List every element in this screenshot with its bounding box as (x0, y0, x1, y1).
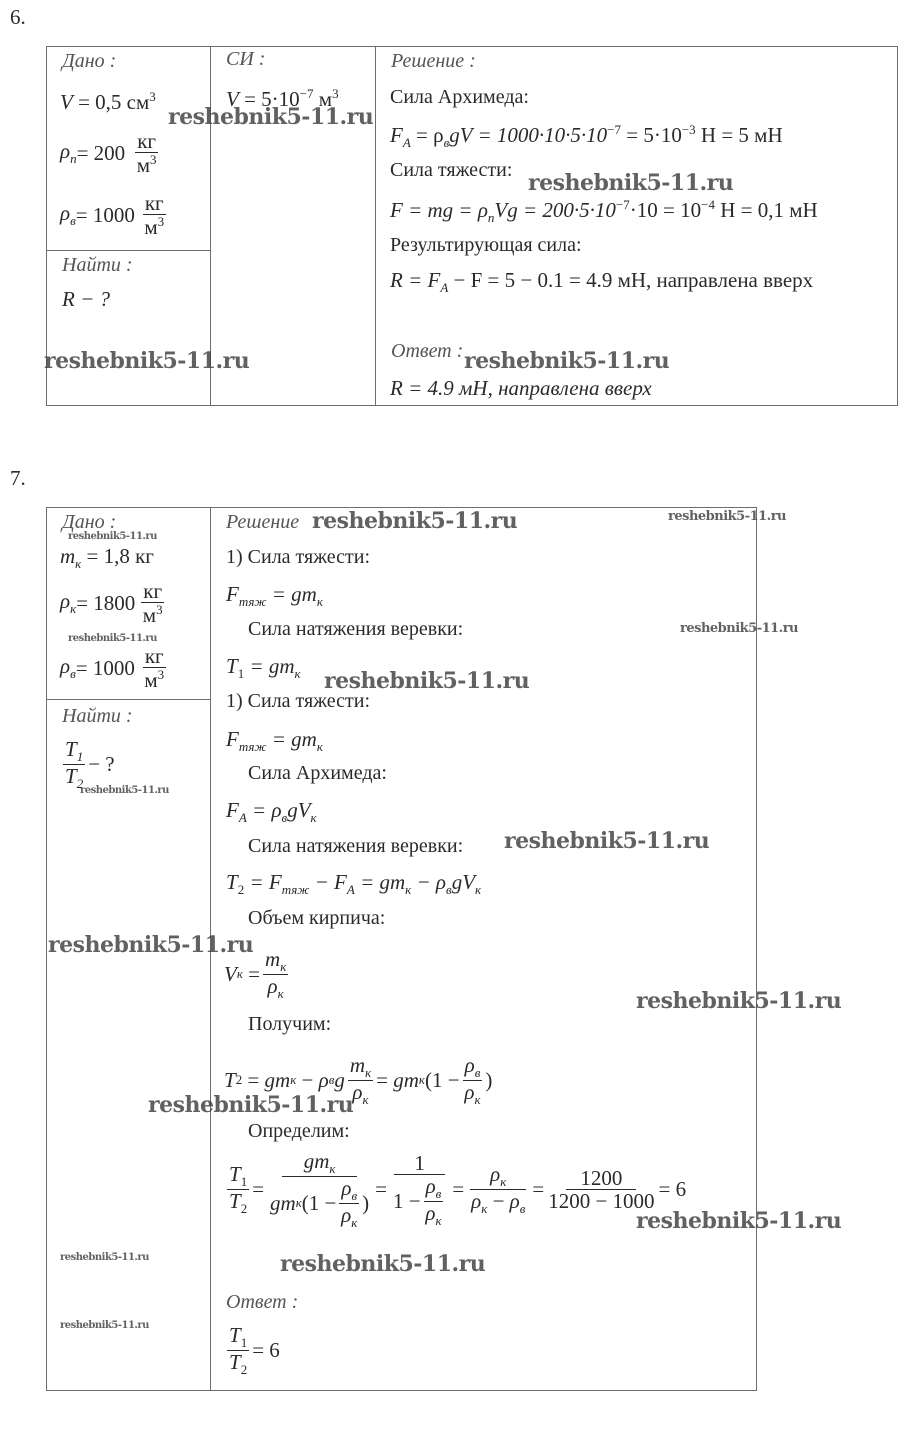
p7-given-find-divider (46, 699, 210, 700)
watermark: reshebnik5-11.ru (636, 988, 842, 1014)
watermark: reshebnik5-11.ru (60, 1320, 149, 1331)
watermark: reshebnik5-11.ru (168, 104, 374, 130)
p7-given-mass: $m_к = 1,8$ кг (60, 544, 154, 572)
p6-answer-value: R = 4.9 мН, направлена вверх (390, 376, 652, 400)
p7-sol-tension-1: Сила натяжения веревки: (248, 618, 464, 640)
problem-7-number: 7. (10, 466, 26, 490)
p7-sol-eq-fa: $F_A = \rho_вgV_к$ (226, 798, 317, 826)
p7-sol-get: Получим: (248, 1013, 332, 1035)
watermark: reshebnik5-11.ru (668, 509, 787, 524)
watermark: reshebnik5-11.ru (148, 1092, 354, 1118)
p7-sol-determine: Определим: (248, 1120, 350, 1142)
p6-given-density-water: $\rho_в$ = 1000 $\frac{кг}{м^3}$ (60, 191, 165, 240)
p6-sol-line-1: Сила Архимеда: (390, 86, 529, 108)
p7-sol-gravity-1: 1) Сила тяжести: (226, 546, 371, 568)
watermark: reshebnik5-11.ru (504, 828, 710, 854)
p7-sol-gravity-2: 1) Сила тяжести: (226, 690, 371, 712)
p7-solution-header: Решение (226, 511, 300, 533)
p6-sol-line-4: F = mg = $\rho_пVg = 200\cdot 5\cdot 10^{-7}\cdot 10 = 10^{-4}$ Н = 0,1 мН (390, 197, 818, 226)
p7-sol-eq-t1: $T_1 = gm_к$ (226, 654, 301, 682)
p7-sol-eq-t2: $T_2 = F_{тяж} - F_A = gm_к - \rho_вgV_к$ (226, 870, 482, 898)
p7-answer-value: $\frac{T_1}{T_2}$ = 6 (229, 1323, 280, 1378)
problem-6-number: 6. (10, 5, 26, 29)
p6-sol-line-6: $R = F_A - F = 5 - 0.1 = 4.9$ мН, направлена вверх (390, 268, 814, 296)
watermark: reshebnik5-11.ru (48, 932, 254, 958)
p6-answer-header: Ответ : (391, 340, 464, 362)
watermark: reshebnik5-11.ru (464, 348, 670, 374)
p6-given-density-cork: $\rho_п$ = 200 $\frac{кг}{м^3}$ (60, 129, 157, 178)
p6-solution-header: Решение : (391, 50, 476, 72)
watermark: reshebnik5-11.ru (312, 508, 518, 534)
p7-sol-eq-gravity-2: $F_{тяж} = gm_к$ (226, 727, 323, 755)
p7-given-header: Дано : (62, 511, 117, 533)
p7-sol-eq-ratio: $\frac{T_1}{T_2}$ = $gm_к$ gm к (1 − $\frac{\rho_в}{\rho_к}$ ) = 1 1 − $\frac{\rho_в}{\rho_к}$ = $\frac{\rho_к}{\rho_к - \rho_в}$ = $\frac{1200}{1200 - 1000}$ = 6 (229, 1149, 687, 1230)
p6-find-header: Найти : (62, 254, 133, 276)
p6-given-header: Дано : (62, 50, 117, 72)
p7-sol-tension-2: Сила натяжения веревки: (248, 835, 464, 857)
watermark: reshebnik5-11.ru (68, 633, 157, 644)
p7-sol-eq-t2-expanded: T 2 = gm к − ρ в g $\frac{m_к}{\rho_к}$ = gm к (1 − $\frac{\rho_в}{\rho_к}$ ) (224, 1053, 493, 1108)
p6-sol-line-5: Результирующая сила: (390, 234, 582, 256)
watermark: reshebnik5-11.ru (280, 1251, 486, 1277)
watermark: reshebnik5-11.ru (68, 531, 157, 542)
p7-sol-eq-volume: V к = $\frac{m_к}{\rho_к}$ (224, 947, 287, 1002)
watermark: reshebnik5-11.ru (44, 348, 250, 374)
p6-si-header: СИ : (226, 48, 266, 70)
p7-sol-archimedes: Сила Архимеда: (248, 762, 387, 784)
p6-given-find-divider (46, 250, 210, 251)
watermark: reshebnik5-11.ru (324, 668, 530, 694)
p7-find-header: Найти : (62, 705, 133, 727)
p6-find-value: R − ? (62, 287, 110, 311)
p7-given-density-water: $\rho_в$ = 1000 $\frac{кг}{м^3}$ (60, 644, 165, 693)
p6-given-volume: V = 0,5 $см^3$ (60, 89, 156, 114)
p6-si-volume: $V = 5\cdot 10^{-7}$ $м^3$ (226, 86, 339, 111)
p7-sol-eq-gravity-1: $F_{тяж} = gm_к$ (226, 582, 323, 610)
p7-given-density-brick: $\rho_к$ = 1800 $\frac{кг}{м^3}$ (60, 579, 163, 628)
p7-find-value: $\frac{T_1}{T_2}$ − ? (65, 737, 115, 792)
p6-sol-line-3: Сила тяжести: (390, 159, 513, 181)
p6-divider-2 (375, 46, 376, 406)
watermark: reshebnik5-11.ru (636, 1208, 842, 1234)
p7-sol-volume: Объем кирпича: (248, 907, 386, 929)
p7-answer-header: Ответ : (226, 1291, 299, 1313)
watermark: reshebnik5-11.ru (680, 621, 799, 636)
watermark: reshebnik5-11.ru (528, 170, 734, 196)
watermark: reshebnik5-11.ru (60, 1252, 149, 1263)
p6-sol-line-2: $F_A = \rho_вgV = 1000\cdot 10\cdot 5\cdot 10^{-7} = 5\cdot 10^{-3}$ Н = 5 мН (390, 122, 783, 151)
watermark: reshebnik5-11.ru (80, 785, 169, 796)
